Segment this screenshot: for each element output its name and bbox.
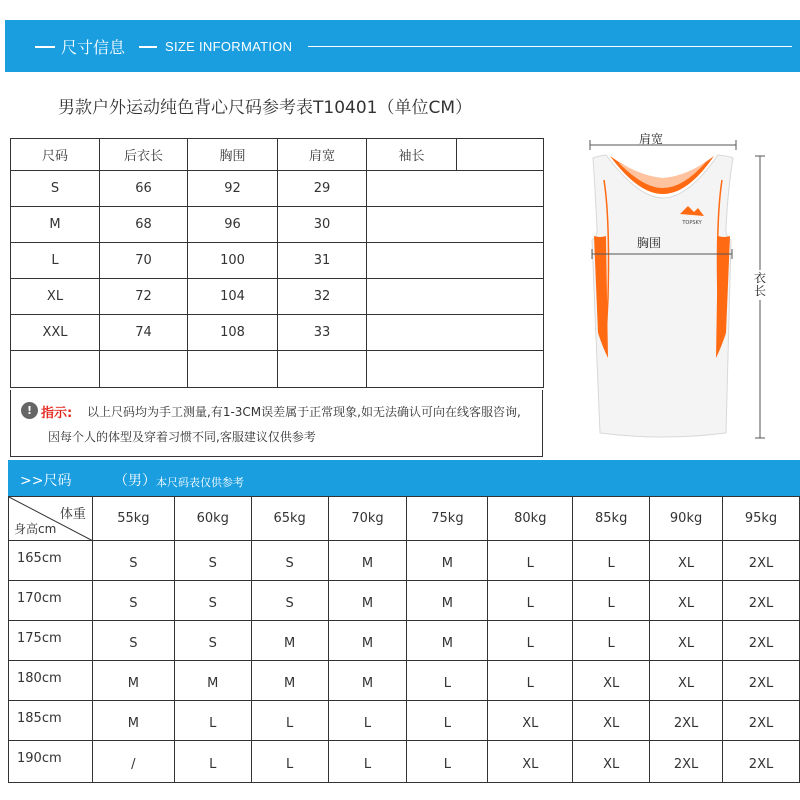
size-recommendation-cell: XL <box>573 701 650 741</box>
table-row <box>11 315 544 351</box>
note-line-1: 以上尺码均为手工测量,有1-3CM误差属于正常现象,如无法确认可向在线客服咨询, <box>87 405 521 419</box>
weight-header-label: 体重 <box>59 507 86 522</box>
size-recommendation-cell: 2XL <box>723 661 800 701</box>
size-recommendation-cell: M <box>328 621 407 661</box>
size-recommendation-cell: L <box>573 581 650 621</box>
header-dash-left <box>35 46 55 48</box>
shoulder-cell: 29 <box>278 171 367 207</box>
height-cell: 180cm <box>9 661 93 701</box>
size-recommendation-cell: XL <box>488 741 573 783</box>
table-row <box>11 207 544 243</box>
shoulder-cell: 31 <box>278 243 367 279</box>
size-recommendation-cell: M <box>328 581 407 621</box>
size-recommendation-cell: L <box>251 701 328 741</box>
weight-header: 65kg <box>251 497 328 541</box>
table-row <box>11 243 544 279</box>
size-cell: L <box>11 243 100 279</box>
size-recommendation-cell: S <box>174 541 251 581</box>
wh-title-gender: （男） <box>114 473 156 489</box>
height-cell: 190cm <box>9 741 93 783</box>
note-label: 指示: <box>41 406 73 421</box>
sleeve-cell <box>367 279 544 315</box>
note-line-2: 因每个人的体型及穿着习惯不同,客服建议仅供参考 <box>48 430 316 444</box>
section-header-banner <box>5 20 800 72</box>
height-weight-size-table <box>8 496 800 783</box>
size-recommendation-cell: XL <box>650 621 723 661</box>
empty-cell <box>367 351 544 388</box>
shoulder-cell: 32 <box>278 279 367 315</box>
header-rule <box>308 46 792 47</box>
weight-header: 55kg <box>92 497 174 541</box>
size-recommendation-cell: L <box>488 661 573 701</box>
size-recommendation-cell: XL <box>573 741 650 783</box>
header-cell <box>457 139 544 171</box>
table-header-row <box>9 497 800 541</box>
height-cell: 165cm <box>9 541 93 581</box>
back-length-cell: 72 <box>100 279 188 315</box>
size-cell: S <box>11 171 100 207</box>
table-row <box>9 661 800 701</box>
section-title-en: SIZE INFORMATION <box>165 39 293 54</box>
size-recommendation-cell: L <box>407 741 488 783</box>
table-row <box>9 741 800 783</box>
header-cell: 袖长 <box>367 139 457 171</box>
weight-header: 60kg <box>174 497 251 541</box>
size-recommendation-cell: L <box>573 621 650 661</box>
size-recommendation-cell: L <box>488 621 573 661</box>
size-recommendation-cell: 2XL <box>723 741 800 783</box>
size-recommendation-cell: M <box>251 621 328 661</box>
shoulder-width-label: 肩宽 <box>639 132 664 146</box>
size-recommendation-cell: S <box>92 581 174 621</box>
weight-header: 75kg <box>407 497 488 541</box>
weight-header: 80kg <box>488 497 573 541</box>
sleeve-cell <box>367 243 544 279</box>
chest-label: 胸围 <box>637 236 662 250</box>
size-recommendation-cell: L <box>488 541 573 581</box>
size-recommendation-cell: L <box>174 741 251 783</box>
sleeve-cell <box>367 315 544 351</box>
height-cell: 175cm <box>9 621 93 661</box>
size-recommendation-cell: L <box>328 701 407 741</box>
header-dash-right <box>139 46 157 48</box>
size-recommendation-cell: 2XL <box>723 541 800 581</box>
size-recommendation-cell: L <box>407 661 488 701</box>
height-cell: 170cm <box>9 581 93 621</box>
size-recommendation-cell: XL <box>488 701 573 741</box>
size-recommendation-cell: 2XL <box>650 741 723 783</box>
tank-top-figure <box>548 118 793 458</box>
size-recommendation-cell: S <box>174 581 251 621</box>
size-recommendation-cell: M <box>328 661 407 701</box>
size-recommendation-cell: XL <box>573 661 650 701</box>
corner-header-cell <box>9 497 93 541</box>
shoulder-cell: 33 <box>278 315 367 351</box>
chest-cell: 96 <box>188 207 278 243</box>
shoulder-cell: 30 <box>278 207 367 243</box>
size-recommendation-cell: M <box>92 701 174 741</box>
header-cell: 胸围 <box>188 139 278 171</box>
size-cell: XXL <box>11 315 100 351</box>
weight-header: 85kg <box>573 497 650 541</box>
length-label: 衣长 <box>754 271 767 298</box>
size-recommendation-cell: L <box>174 701 251 741</box>
height-cell: 185cm <box>9 701 93 741</box>
measurement-note <box>10 390 543 457</box>
size-recommendation-cell: M <box>407 621 488 661</box>
table-row <box>9 581 800 621</box>
size-recommendation-cell: M <box>328 541 407 581</box>
back-length-cell: 66 <box>100 171 188 207</box>
size-recommendation-cell: S <box>251 541 328 581</box>
table-row <box>9 541 800 581</box>
weight-header: 90kg <box>650 497 723 541</box>
size-recommendation-cell: L <box>328 741 407 783</box>
size-measurement-table <box>10 138 544 388</box>
height-weight-body <box>9 541 800 783</box>
chest-cell: 108 <box>188 315 278 351</box>
back-length-cell: 74 <box>100 315 188 351</box>
sleeve-cell <box>367 207 544 243</box>
weight-header: 95kg <box>723 497 800 541</box>
empty-cell <box>11 351 100 388</box>
size-recommendation-cell: M <box>174 661 251 701</box>
size-recommendation-cell: M <box>407 541 488 581</box>
size-recommendation-cell: M <box>92 661 174 701</box>
size-recommendation-cell: / <box>92 741 174 783</box>
sleeve-cell <box>367 171 544 207</box>
size-recommendation-cell: M <box>251 661 328 701</box>
header-cell: 尺码 <box>11 139 100 171</box>
brand-logo-text: TOPSKY <box>682 220 702 226</box>
header-cell: 肩宽 <box>278 139 367 171</box>
size-recommendation-cell: 2XL <box>723 701 800 741</box>
size-recommendation-cell: L <box>407 701 488 741</box>
size-recommendation-cell: 2XL <box>723 621 800 661</box>
size-recommendation-cell: S <box>251 581 328 621</box>
empty-cell <box>278 351 367 388</box>
size-cell: M <box>11 207 100 243</box>
size-cell: XL <box>11 279 100 315</box>
size-recommendation-cell: L <box>573 541 650 581</box>
chest-cell: 92 <box>188 171 278 207</box>
size-recommendation-cell: L <box>251 741 328 783</box>
size-recommendation-cell: M <box>407 581 488 621</box>
size-recommendation-cell: XL <box>650 661 723 701</box>
table-row-empty <box>11 351 544 388</box>
header-cell: 后衣长 <box>100 139 188 171</box>
size-recommendation-cell: S <box>92 621 174 661</box>
wh-title-note: 本尺码表仅供参考 <box>156 476 244 489</box>
height-header-label: 身高cm <box>14 522 57 536</box>
table-row <box>9 621 800 661</box>
chest-cell: 100 <box>188 243 278 279</box>
table-row <box>11 171 544 207</box>
height-weight-table-header <box>8 460 800 496</box>
weight-header: 70kg <box>328 497 407 541</box>
section-title-cn: 尺寸信息 <box>61 38 126 57</box>
size-recommendation-cell: XL <box>650 541 723 581</box>
size-recommendation-cell: 2XL <box>650 701 723 741</box>
wh-title-size: >>尺码 <box>20 473 72 489</box>
table-row <box>11 279 544 315</box>
empty-cell <box>188 351 278 388</box>
back-length-cell: 70 <box>100 243 188 279</box>
back-length-cell: 68 <box>100 207 188 243</box>
empty-cell <box>100 351 188 388</box>
size-recommendation-cell: L <box>488 581 573 621</box>
size-recommendation-cell: XL <box>650 581 723 621</box>
size-recommendation-cell: S <box>174 621 251 661</box>
size-chart-subtitle: 男款户外运动纯色背心尺码参考表T10401（单位CM） <box>58 98 473 118</box>
size-recommendation-cell: 2XL <box>723 581 800 621</box>
table-row <box>9 701 800 741</box>
info-icon: ! <box>21 402 38 419</box>
size-recommendation-cell: S <box>92 541 174 581</box>
table-header-row <box>11 139 544 171</box>
chest-cell: 104 <box>188 279 278 315</box>
